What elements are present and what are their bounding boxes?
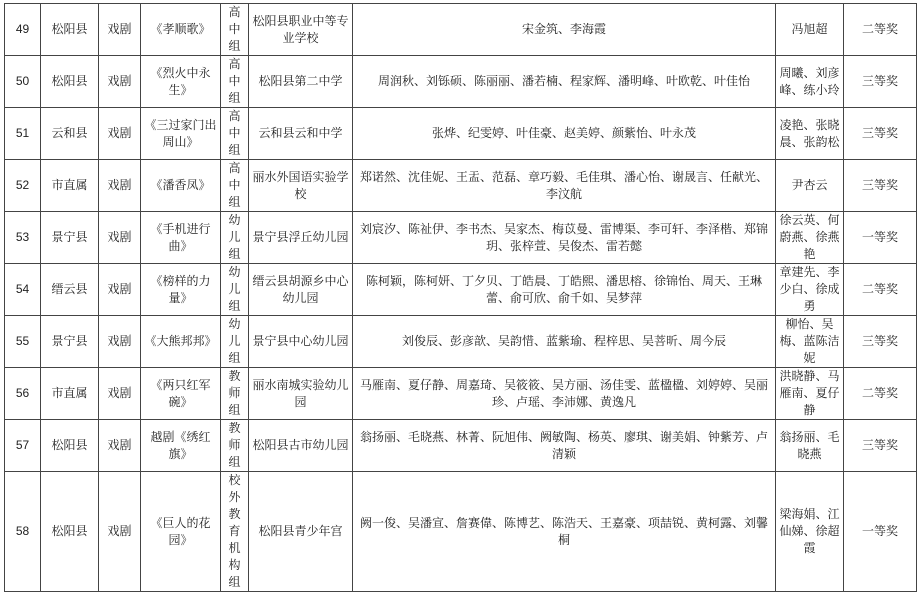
category-cell: 戏剧 (99, 56, 141, 108)
award-table-body (5, 4, 917, 592)
group-cell: 高中组 (221, 4, 249, 56)
teachers-cell: 梁海娟、江仙娣、徐超霞 (776, 472, 844, 592)
students-cell: 周润秋、刘铄硕、陈丽丽、潘若楠、程家辉、潘明峰、叶欧乾、叶佳怡 (353, 56, 776, 108)
work-title-cell: 越剧《绣红旗》 (141, 420, 221, 472)
school-cell: 松阳县职业中等专业学校 (249, 4, 353, 56)
award-cell: 三等奖 (844, 160, 917, 212)
school-cell: 松阳县古市幼儿园 (249, 420, 353, 472)
school-cell: 丽水外国语实验学校 (249, 160, 353, 212)
row-number: 55 (5, 316, 41, 368)
group-cell: 教师组 (221, 368, 249, 420)
students-cell: 马雁南、夏仔静、周嘉琦、吴筱筱、吴方丽、汤佳雯、蓝楹楹、刘婷婷、吴丽珍、卢瑶、李沛娜、黄逸凡 (353, 368, 776, 420)
work-title-cell: 《巨人的花园》 (141, 472, 221, 592)
group-cell: 校外教育机构组 (221, 472, 249, 592)
table-row (5, 472, 917, 592)
row-number: 54 (5, 264, 41, 316)
students-cell: 张烨、纪雯婷、叶佳豪、赵美婷、颜紫怡、叶永茂 (353, 108, 776, 160)
county-cell: 云和县 (41, 108, 99, 160)
category-cell: 戏剧 (99, 264, 141, 316)
students-cell: 刘宸汐、陈祉伊、李书杰、吴家杰、梅苡曼、雷博渠、李可轩、李泽楷、郑锦玥、张梓萱、吴俊杰、雷若懿 (353, 212, 776, 264)
work-title-cell: 《大熊邦邦》 (141, 316, 221, 368)
school-cell: 松阳县青少年宫 (249, 472, 353, 592)
group-cell: 幼儿组 (221, 316, 249, 368)
award-cell: 三等奖 (844, 56, 917, 108)
work-title-cell: 《手机进行曲》 (141, 212, 221, 264)
table-row (5, 420, 917, 472)
award-table (4, 3, 917, 592)
table-row (5, 368, 917, 420)
category-cell: 戏剧 (99, 316, 141, 368)
students-cell: 宋金筑、李海霞 (353, 4, 776, 56)
award-cell: 二等奖 (844, 368, 917, 420)
table-row (5, 316, 917, 368)
category-cell: 戏剧 (99, 420, 141, 472)
school-cell: 松阳县第二中学 (249, 56, 353, 108)
teachers-cell: 翁扬丽、毛晓燕 (776, 420, 844, 472)
students-cell: 阙一俊、吴潘宣、詹赛偉、陈博艺、陈浩天、王嘉豪、项喆锐、黄柯露、刘馨桐 (353, 472, 776, 592)
row-number: 52 (5, 160, 41, 212)
award-cell: 三等奖 (844, 420, 917, 472)
work-title-cell: 《潘香凤》 (141, 160, 221, 212)
county-cell: 市直属 (41, 368, 99, 420)
award-cell: 二等奖 (844, 4, 917, 56)
group-cell: 高中组 (221, 160, 249, 212)
work-title-cell: 《两只红军碗》 (141, 368, 221, 420)
county-cell: 松阳县 (41, 56, 99, 108)
teachers-cell: 章建先、李少白、徐成勇 (776, 264, 844, 316)
work-title-cell: 《三过家门出周山》 (141, 108, 221, 160)
teachers-cell: 徐云英、何蔚燕、徐燕艳 (776, 212, 844, 264)
row-number: 49 (5, 4, 41, 56)
table-row (5, 108, 917, 160)
table-row (5, 212, 917, 264)
work-title-cell: 《烈火中永生》 (141, 56, 221, 108)
county-cell: 松阳县 (41, 4, 99, 56)
group-cell: 教师组 (221, 420, 249, 472)
row-number: 53 (5, 212, 41, 264)
teachers-cell: 冯旭超 (776, 4, 844, 56)
group-cell: 高中组 (221, 56, 249, 108)
award-cell: 一等奖 (844, 212, 917, 264)
students-cell: 陈柯颖，陈柯妍、丁夕贝、丁皓晨、丁皓熙、潘思榕、徐锦怡、周天、王琳蕾、俞可欣、俞千如、吴梦萍 (353, 264, 776, 316)
row-number: 57 (5, 420, 41, 472)
students-cell: 刘俊辰、彭彦歆、吴韵惜、蓝紫瑜、程梓思、吴菩昕、周今辰 (353, 316, 776, 368)
county-cell: 松阳县 (41, 420, 99, 472)
award-cell: 二等奖 (844, 264, 917, 316)
students-cell: 郑诺然、沈佳妮、王盂、范磊、章巧毅、毛佳琪、潘心怡、谢晟言、任献光、李汶航 (353, 160, 776, 212)
students-cell: 翁扬丽、毛晓燕、林菁、阮旭伟、阙敏陶、杨英、廖琪、谢美娟、钟紫芳、卢清颖 (353, 420, 776, 472)
table-row (5, 56, 917, 108)
category-cell: 戏剧 (99, 160, 141, 212)
row-number: 58 (5, 472, 41, 592)
school-cell: 景宁县浮丘幼儿园 (249, 212, 353, 264)
group-cell: 高中组 (221, 108, 249, 160)
teachers-cell: 周曦、刘彦峰、练小玲 (776, 56, 844, 108)
award-cell: 三等奖 (844, 316, 917, 368)
school-cell: 丽水南城实验幼儿园 (249, 368, 353, 420)
category-cell: 戏剧 (99, 472, 141, 592)
table-row (5, 264, 917, 316)
work-title-cell: 《榜样的力量》 (141, 264, 221, 316)
school-cell: 云和县云和中学 (249, 108, 353, 160)
school-cell: 景宁县中心幼儿园 (249, 316, 353, 368)
teachers-cell: 洪晓静、马雁南、夏仔静 (776, 368, 844, 420)
award-cell: 三等奖 (844, 108, 917, 160)
teachers-cell: 尹杏云 (776, 160, 844, 212)
county-cell: 景宁县 (41, 316, 99, 368)
row-number: 50 (5, 56, 41, 108)
row-number: 56 (5, 368, 41, 420)
work-title-cell: 《孝顺歌》 (141, 4, 221, 56)
row-number: 51 (5, 108, 41, 160)
county-cell: 缙云县 (41, 264, 99, 316)
county-cell: 市直属 (41, 160, 99, 212)
group-cell: 幼儿组 (221, 264, 249, 316)
category-cell: 戏剧 (99, 108, 141, 160)
county-cell: 景宁县 (41, 212, 99, 264)
category-cell: 戏剧 (99, 212, 141, 264)
school-cell: 缙云县胡源乡中心幼儿园 (249, 264, 353, 316)
teachers-cell: 柳怡、吴梅、蓝陈洁妮 (776, 316, 844, 368)
category-cell: 戏剧 (99, 368, 141, 420)
table-row (5, 160, 917, 212)
county-cell: 松阳县 (41, 472, 99, 592)
table-row (5, 4, 917, 56)
teachers-cell: 凌艳、张晓晨、张韵松 (776, 108, 844, 160)
group-cell: 幼儿组 (221, 212, 249, 264)
award-cell: 一等奖 (844, 472, 917, 592)
category-cell: 戏剧 (99, 4, 141, 56)
